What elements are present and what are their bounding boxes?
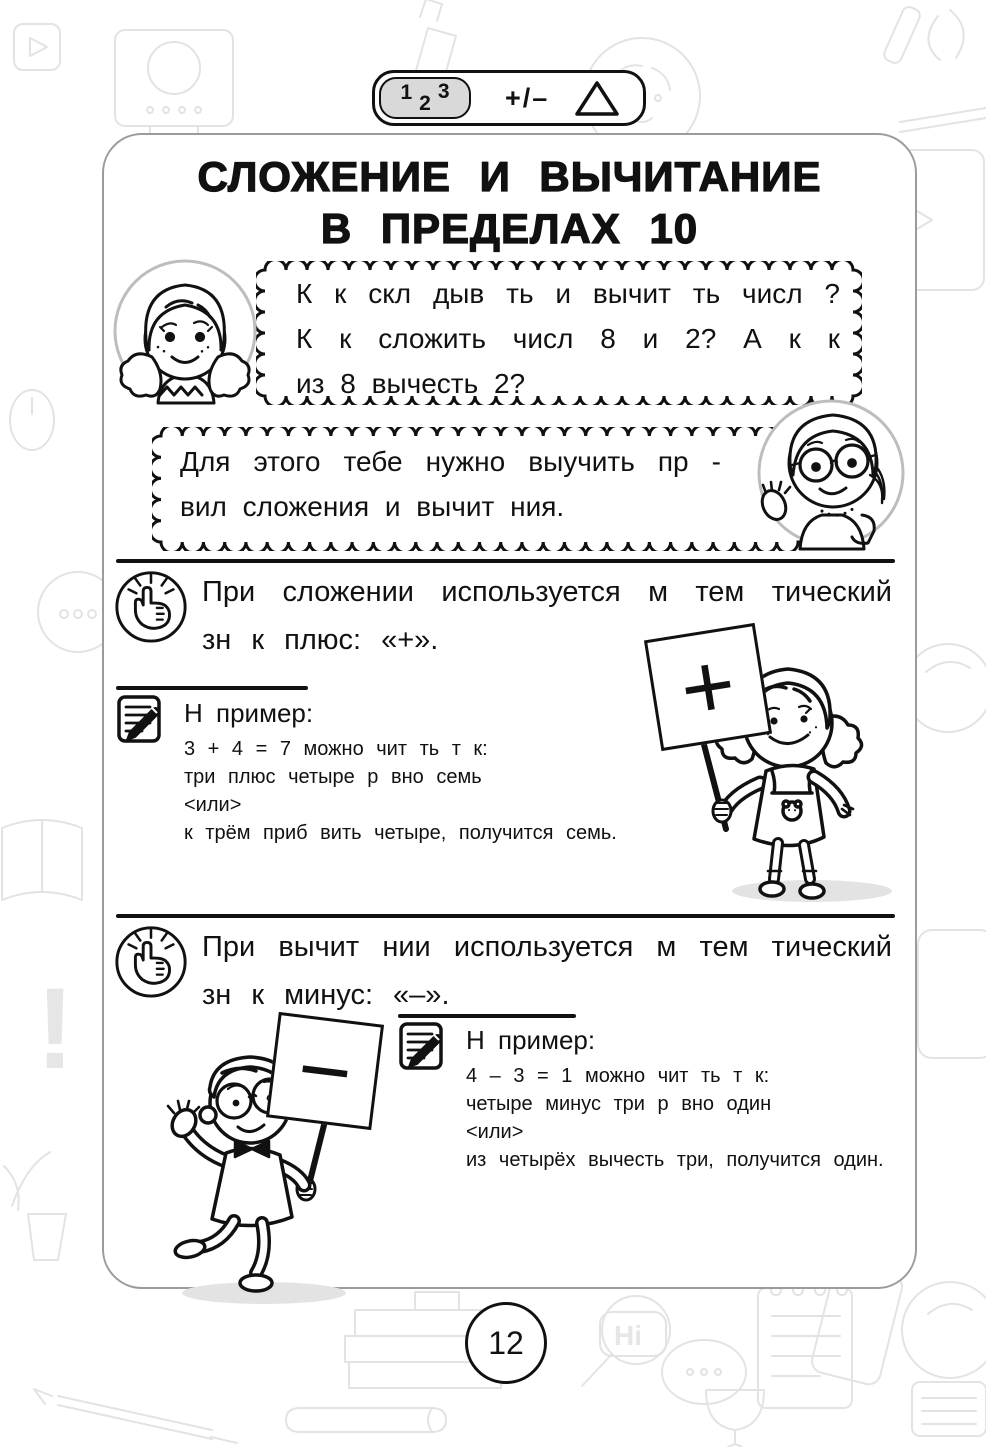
girl-glasses-avatar [750,389,912,551]
text-line: к трём приб вить четыре, получится семь. [184,822,617,844]
text-line: При вычит нии используется м тем тический [202,931,892,963]
subtraction-example [466,1025,911,1174]
text-line: К к сложить числ 8 и 2? А к к [296,323,840,354]
question-box [256,261,862,405]
text-line: четыре минус три р вно один [466,1093,772,1115]
girl-pigtails-avatar [108,253,262,407]
page-title-line1: СЛОЖЕНИЕ И ВЫЧИТАНИЕ [197,153,822,200]
badge-operators-label: +/– [505,82,550,113]
svg-text:!: ! [36,965,75,1093]
text-line: Для этого тебе нужно выучить пр - [180,446,721,477]
minus-sign-board [266,1012,384,1130]
page-title [104,151,915,255]
pointing-hand-icon [112,566,190,644]
content-panel [102,133,917,1289]
section-divider [116,914,895,918]
badge-number-2: 2 [419,92,431,115]
text-line: из 8 вычесть 2? [296,368,526,399]
answer-box [152,427,807,551]
text-line: К к скл дыв ть и вычит ть числ ? [296,278,840,309]
numbers-pill [379,77,471,119]
example-divider [116,686,308,690]
page-number-badge [465,1302,547,1384]
text-line: 3 + 4 = 7 можно чит ть т к: [184,738,488,760]
section-divider [116,559,895,563]
badge-number-3: 3 [437,80,450,103]
page-number: 12 [488,1324,524,1361]
text-line: При сложении используется м тем тический [202,576,892,608]
text-line: <или> [466,1121,524,1143]
plus-sign-label: + [673,631,743,742]
text-line: из четырёх вычесть три, получится один. [466,1149,884,1171]
notes-pencil-icon [116,692,174,746]
text-line: зн к плюс: «+». [202,624,439,656]
text-line: вил сложения и вычит ния. [180,491,565,522]
text-line: 4 – 3 = 1 можно чит ть т к: [466,1065,770,1087]
example-heading: Н пример: [466,1025,596,1055]
text-line: три плюс четыре р вно семь [184,766,482,788]
badge-number-1: 1 [400,81,413,104]
svg-text:Hi: Hi [614,1320,642,1351]
minus-sign-label: − [292,1016,358,1125]
topic-badge [372,70,646,126]
text-line: <или> [184,794,242,816]
example-heading: Н пример: [184,698,314,728]
pointing-hand-icon [112,921,190,999]
text-line: зн к минус: «–». [202,979,450,1011]
plus-sign-board [644,623,772,751]
triangle-icon [573,77,621,119]
page-title-line2: В ПРЕДЕЛАХ 10 [320,205,699,252]
